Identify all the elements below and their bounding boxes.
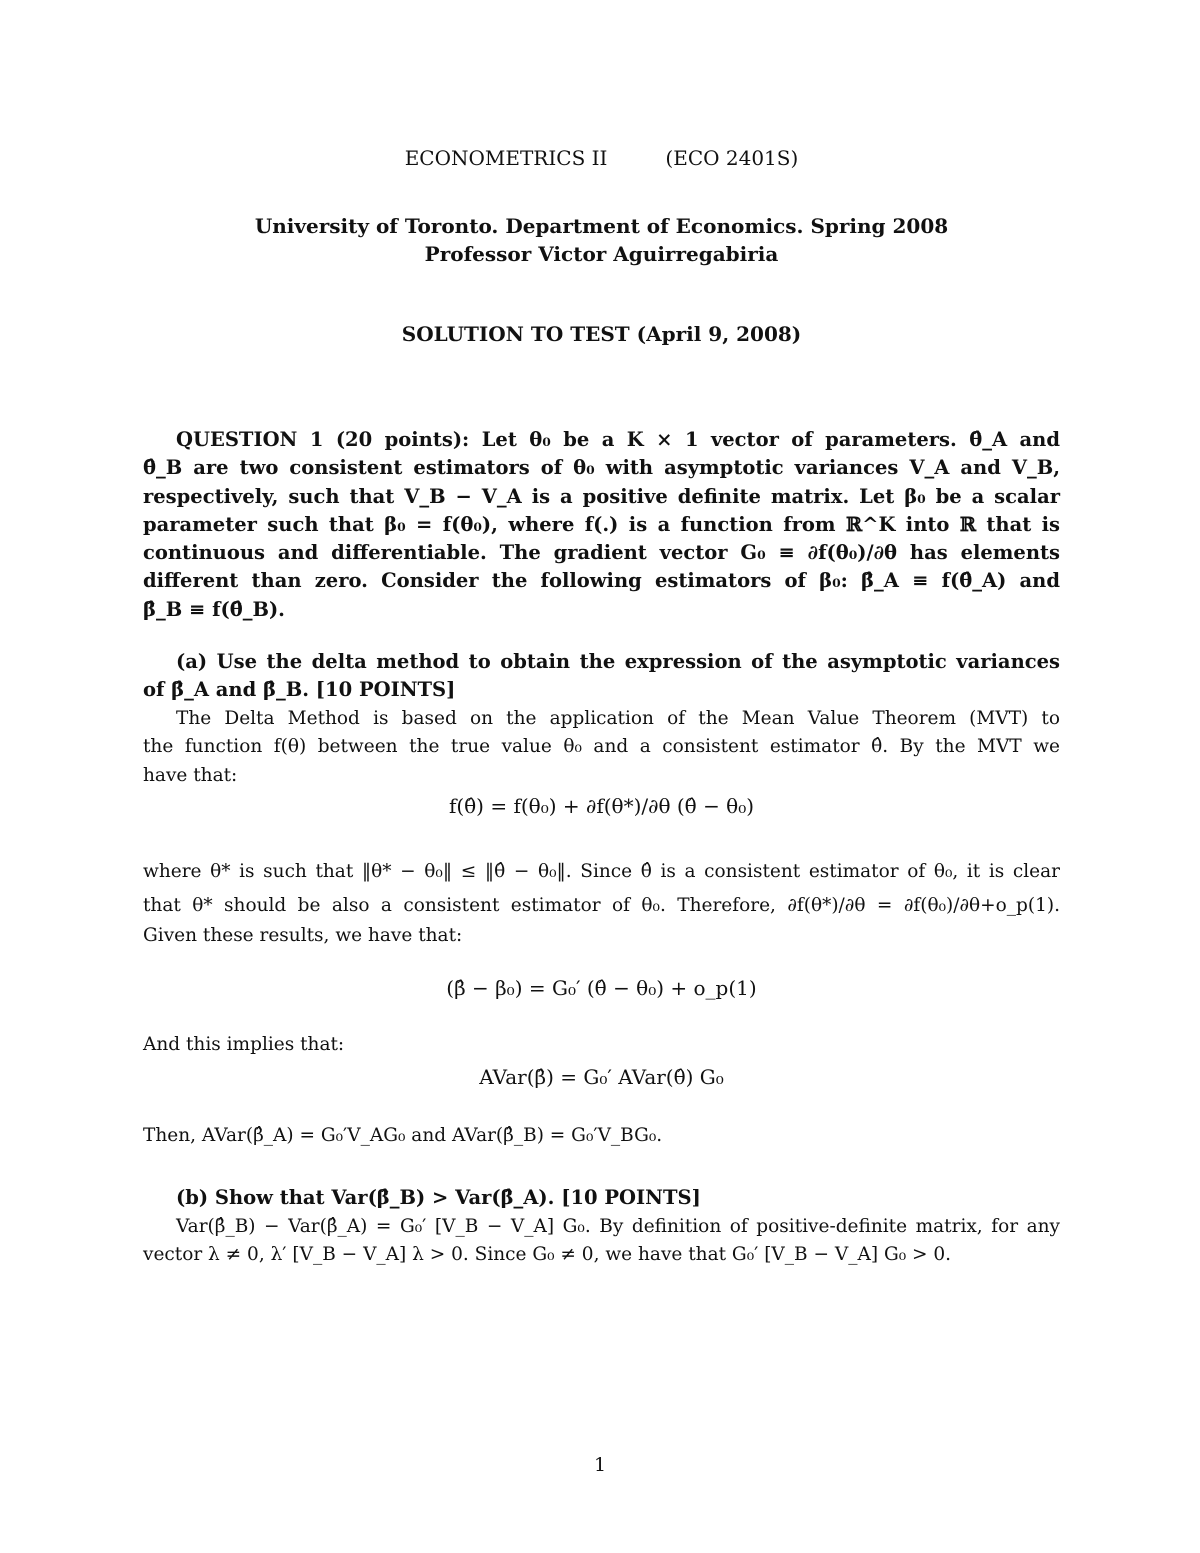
part-a-heading-line-2: of β̂_A and β̂_B. [10 POINTS] (143, 678, 456, 702)
page-number: 1 (593, 1454, 607, 1476)
equation-delta: (β̂ − β₀) = G₀′ (θ̂ − θ₀) + o_p(1) (446, 976, 757, 1000)
part-a-text-line: where θ* is such that ‖θ* − θ₀‖ ≤ ‖θ̂ − θ₀‖. Since θ̂ is a consistent estimator of θ₀, it is clear (143, 861, 1060, 882)
question-1-line-2: θ̂_B are two consistent estimators of θ₀ with asymptotic variances V_A and V_B, (143, 456, 1060, 480)
part-b-heading: (b) Show that Var(β̂_B) > Var(β̂_A). [10 POINTS] (176, 1186, 701, 1209)
test-title: SOLUTION TO TEST (April 9, 2008) (401, 322, 802, 346)
equation-mvt: f(θ̂) = f(θ₀) + ∂f(θ*)/∂θ (θ̂ − θ₀) (448, 794, 755, 818)
part-a-text-line: that θ* should be also a consistent estimator of θ₀. Therefore, ∂f(θ*)/∂θ = ∂f(θ₀)/∂θ+o_p(1). (143, 895, 1060, 916)
part-a-heading (143, 648, 1060, 705)
course-title (143, 144, 1060, 172)
question-1-line-5: continuous and differentiable. The gradient vector G₀ ≡ ∂f(θ₀)/∂θ has elements (143, 541, 1060, 565)
professor-line: Professor Victor Aguirregabiria (424, 242, 779, 266)
part-a-paragraph-2 (143, 855, 1060, 950)
course-code: (ECO 2401S) (665, 146, 799, 170)
question-1 (143, 426, 1060, 624)
question-1-line-3: respectively, such that V_B − V_A is a positive definite matrix. Let β₀ be a scalar (143, 484, 1060, 508)
part-a-heading-line-1: (a) Use the delta method to obtain the expression of the asymptotic variances (176, 650, 1060, 673)
part-a-conclusion: Then, AVar(β̂_A) = G₀′V_AG₀ and AVar(β̂_B) = G₀′V_BG₀. (143, 1125, 663, 1146)
question-1-line-7: β̂_B ≡ f(θ̂_B). (143, 597, 285, 621)
course-name: ECONOMETRICS II (404, 146, 608, 170)
question-1-label: QUESTION 1 (20 points): (176, 428, 470, 451)
question-1-line-4: parameter such that β₀ = f(θ₀), where f(.) is a function from ℝ^K into ℝ that is (143, 512, 1060, 536)
part-a-text-line: Given these results, we have that: (143, 925, 463, 946)
university-line: University of Toronto. Department of Economics. Spring 2008 (254, 214, 949, 238)
part-a-text-line: the function f(θ) between the true value θ₀ and a consistent estimator θ̂. By the MVT we (143, 736, 1060, 758)
part-b-text-line: vector λ ≠ 0, λ′ [V_B − V_A] λ > 0. Since G₀ ≠ 0, we have that G₀′ [V_B − V_A] G₀ > 0. (143, 1244, 952, 1266)
question-1-line-1: QUESTION 1 (20 points): Let θ₀ be a K × 1 vector of parameters. θ̂_A and (176, 428, 1060, 451)
equation-avar: AVar(β̂) = G₀′ AVar(θ̂) G₀ (479, 1065, 724, 1089)
part-b-paragraph (143, 1213, 1060, 1270)
part-a-text-line: have that: (143, 764, 238, 786)
part-a-paragraph-1 (143, 705, 1060, 790)
part-b-text-line: Var(β̂_B) − Var(β̂_A) = G₀′ [V_B − V_A] G₀. By definition of positive-definite matrix, for any (176, 1216, 1060, 1237)
question-1-line-6: different than zero. Consider the following estimators of β₀: β̂_A ≡ f(θ̂_A) and (143, 569, 1060, 593)
part-a-text-implies: And this implies that: (143, 1034, 345, 1055)
part-a-text-line: The Delta Method is based on the application of the Mean Value Theorem (MVT) to (176, 708, 1060, 729)
